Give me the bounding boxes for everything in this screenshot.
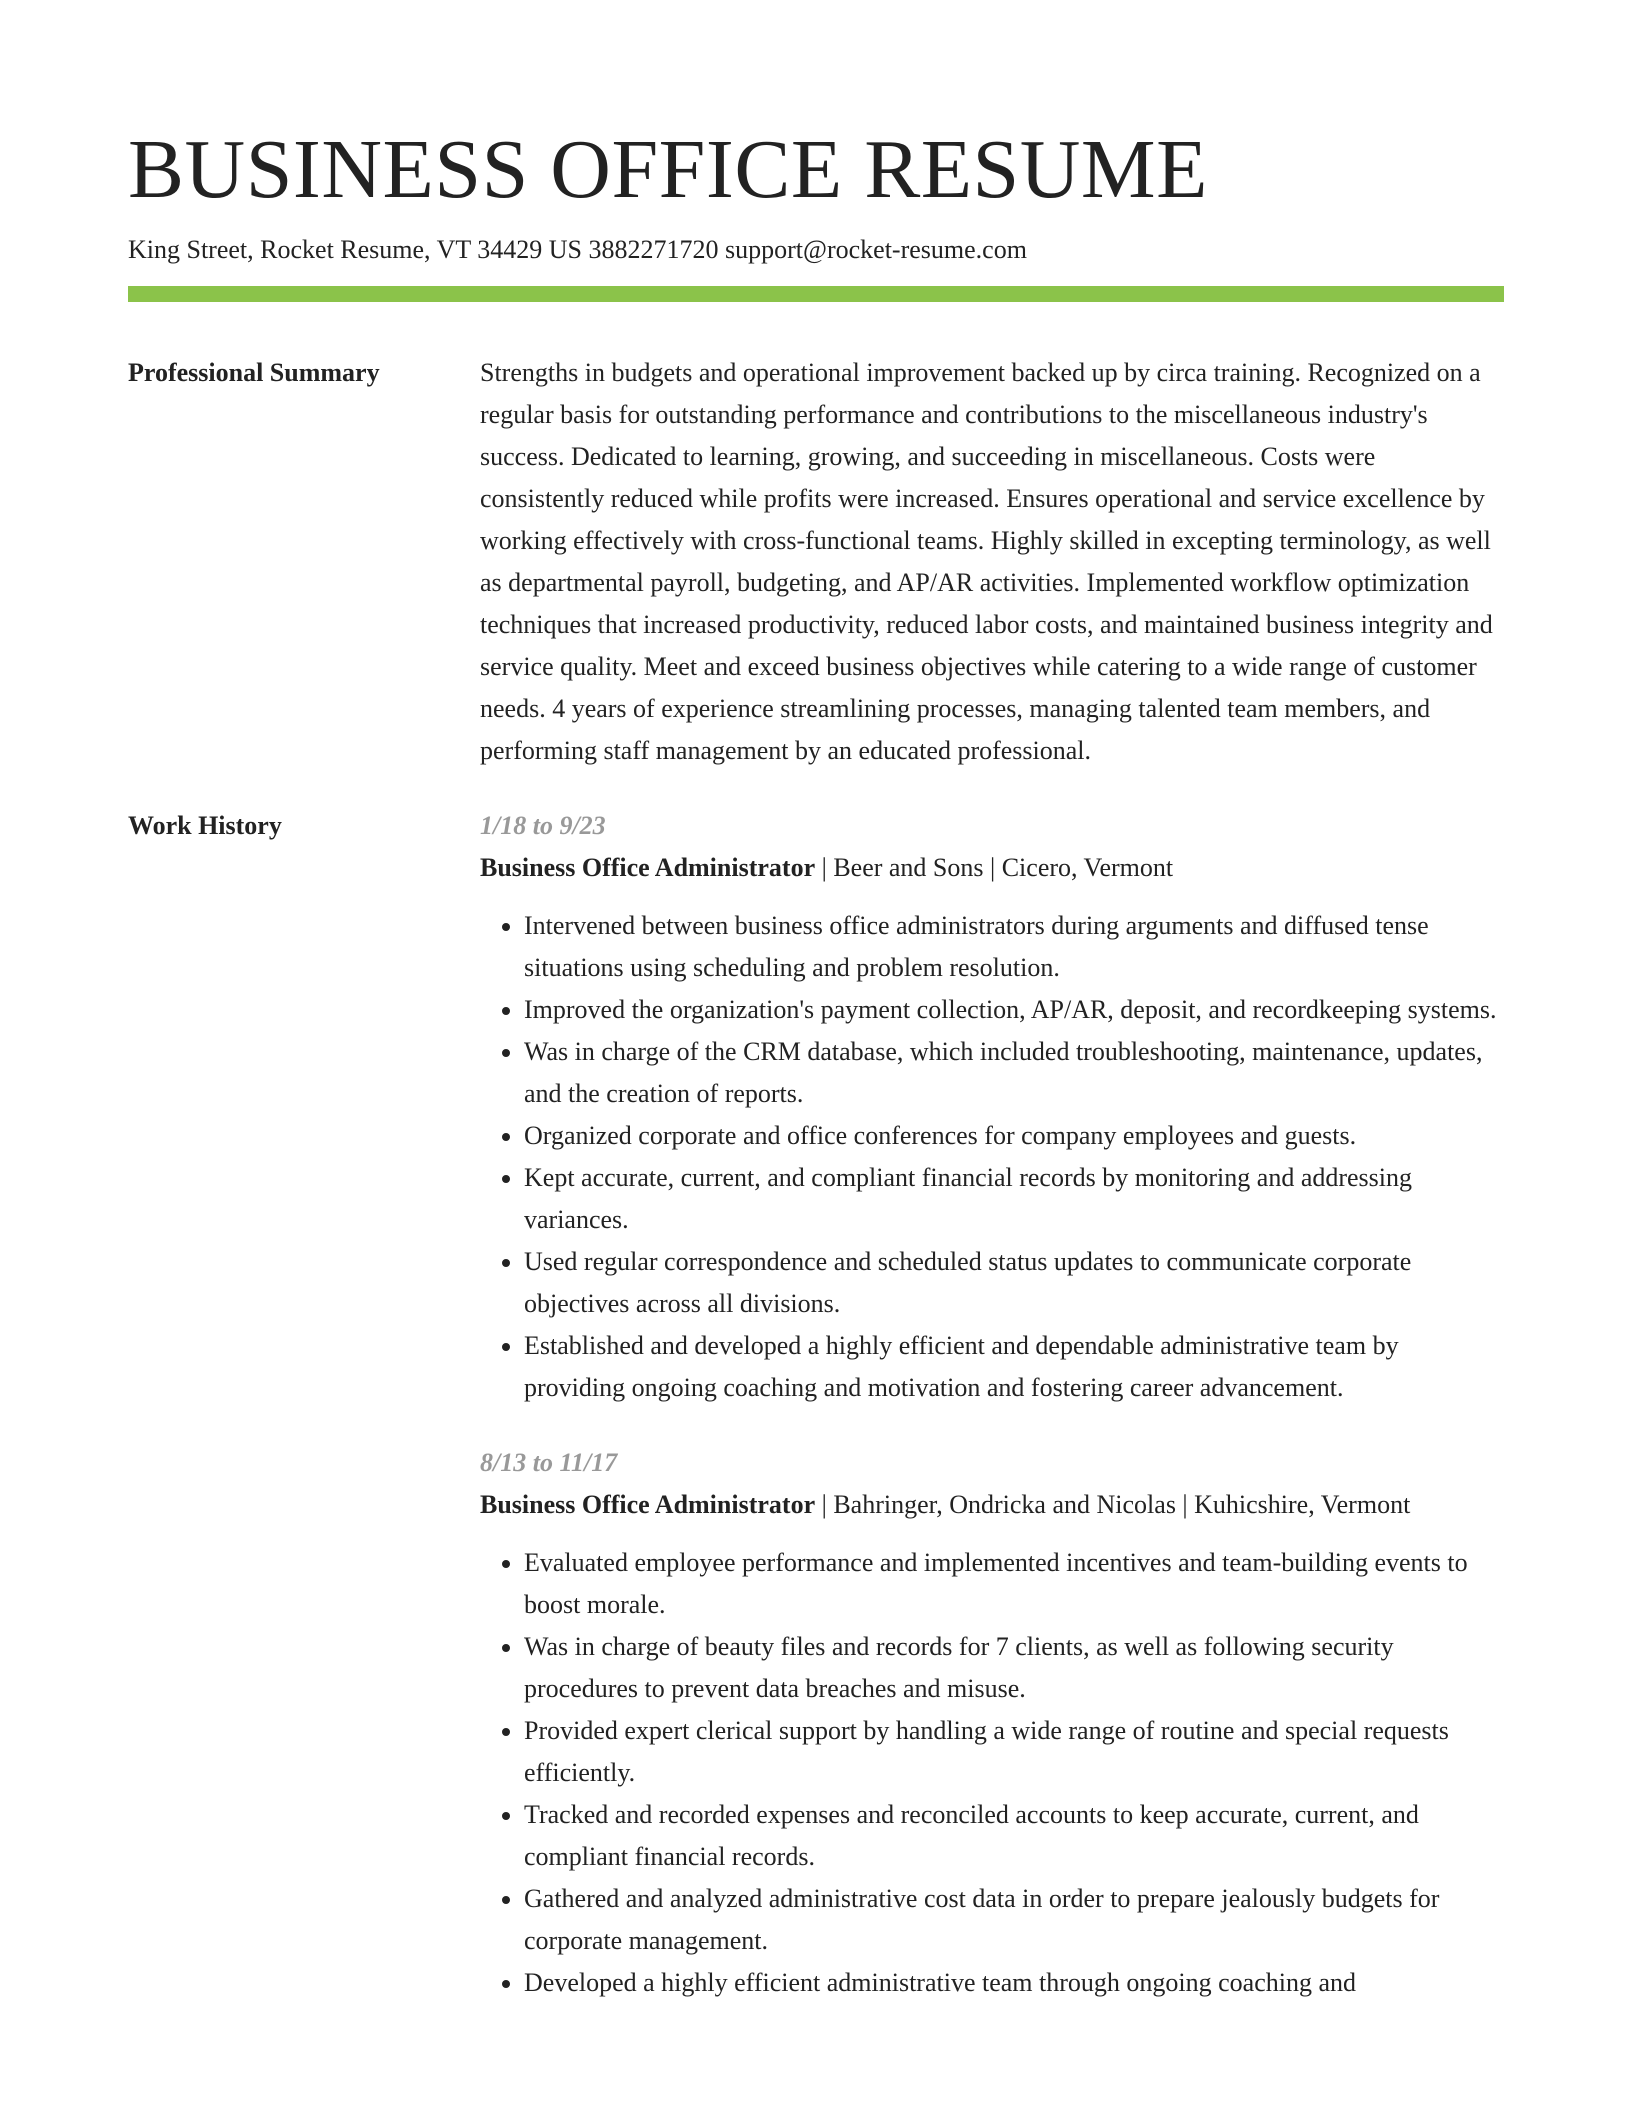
job-dates: 8/13 to 11/17 [480, 1448, 618, 1477]
header-divider [128, 286, 1504, 302]
job-bullet: • Kept accurate, current, and compliant financial records by monitoring and addressing variances. [524, 1157, 1504, 1241]
contact-phone: 3882271720 [588, 235, 719, 264]
job-bullet: • Developed a highly efficient administrative team through ongoing coaching and [524, 1962, 1504, 2004]
job-bullet-list [480, 1542, 1504, 2004]
job-bullet: • Tracked and recorded expenses and reconciled accounts to keep accurate, current, and compliant financial records. [524, 1794, 1504, 1878]
job-bullet: • Was in charge of the CRM database, which included troubleshooting, maintenance, updates, and the creation of reports. [524, 1031, 1504, 1115]
job-bullet: • Was in charge of beauty files and records for 7 clients, as well as following security procedures to prevent data breaches and misuse. [524, 1626, 1504, 1710]
job-entry [480, 805, 1504, 1409]
job-heading [480, 1484, 1504, 1526]
summary-body [480, 352, 1504, 772]
job-bullet: • Evaluated employee performance and implemented incentives and team-building events to boost morale. [524, 1542, 1504, 1626]
contact-email: support@rocket-resume.com [725, 235, 1027, 264]
work-history-section [128, 805, 1504, 2004]
job-details: | Beer and Sons | Cicero, Vermont [815, 853, 1174, 882]
work-history-body [480, 805, 1504, 2004]
job-bullet: • Gathered and analyzed administrative cost data in order to prepare jealously budgets for corporate management. [524, 1878, 1504, 1962]
summary-section [128, 352, 1504, 772]
job-bullet: • Intervened between business office administrators during arguments and diffused tense situations using scheduling and problem resolution. [524, 905, 1504, 989]
job-entry [480, 1442, 1504, 2004]
job-bullet: • Established and developed a highly efficient and dependable administrative team by providing ongoing coaching and motivation and fostering career advancement. [524, 1325, 1504, 1409]
job-bullet: • Organized corporate and office conferences for company employees and guests. [524, 1115, 1504, 1157]
job-bullet: • Improved the organization's payment collection, AP/AR, deposit, and recordkeeping systems. [524, 989, 1504, 1031]
job-title: Business Office Administrator [480, 853, 816, 882]
resume-page [128, 118, 1504, 2004]
resume-title: BUSINESS OFFICE RESUME [128, 123, 1208, 216]
summary-heading: Professional Summary [128, 358, 380, 387]
contact-line [128, 232, 1504, 268]
job-title: Business Office Administrator [480, 1490, 816, 1519]
summary-text: Strengths in budgets and operational improvement backed up by circa training. Recognized on a regular basis for outstanding performance and contributions to the miscellaneous industry's success. Dedicated to learning, growing, and succeeding in miscellaneous. Costs were consistently reduced while profits were increased. Ensures operational and service excellence by working effectively with cross-functional teams. Highly skilled in excepting terminology, as well as departmental payroll, budgeting, and AP/AR activities. Implemented workflow optimization techniques that increased productivity, reduced labor costs, and maintained business integrity and service quality. Meet and exceed business objectives while catering to a wide range of customer needs. 4 years of experience streamlining processes, managing talented team members, and performing staff management by an educated professional. [480, 358, 1493, 765]
job-details: | Bahringer, Ondricka and Nicolas | Kuhicshire, Vermont [815, 1490, 1411, 1519]
job-dates: 1/18 to 9/23 [480, 811, 606, 840]
job-bullet: • Used regular correspondence and scheduled status updates to communicate corporate objectives across all divisions. [524, 1241, 1504, 1325]
contact-address: King Street, Rocket Resume, VT 34429 US [128, 235, 583, 264]
job-heading [480, 847, 1504, 889]
job-bullet-list [480, 905, 1504, 1409]
work-history-heading: Work History [128, 811, 282, 840]
job-bullet: • Provided expert clerical support by handling a wide range of routine and special requests efficiently. [524, 1710, 1504, 1794]
